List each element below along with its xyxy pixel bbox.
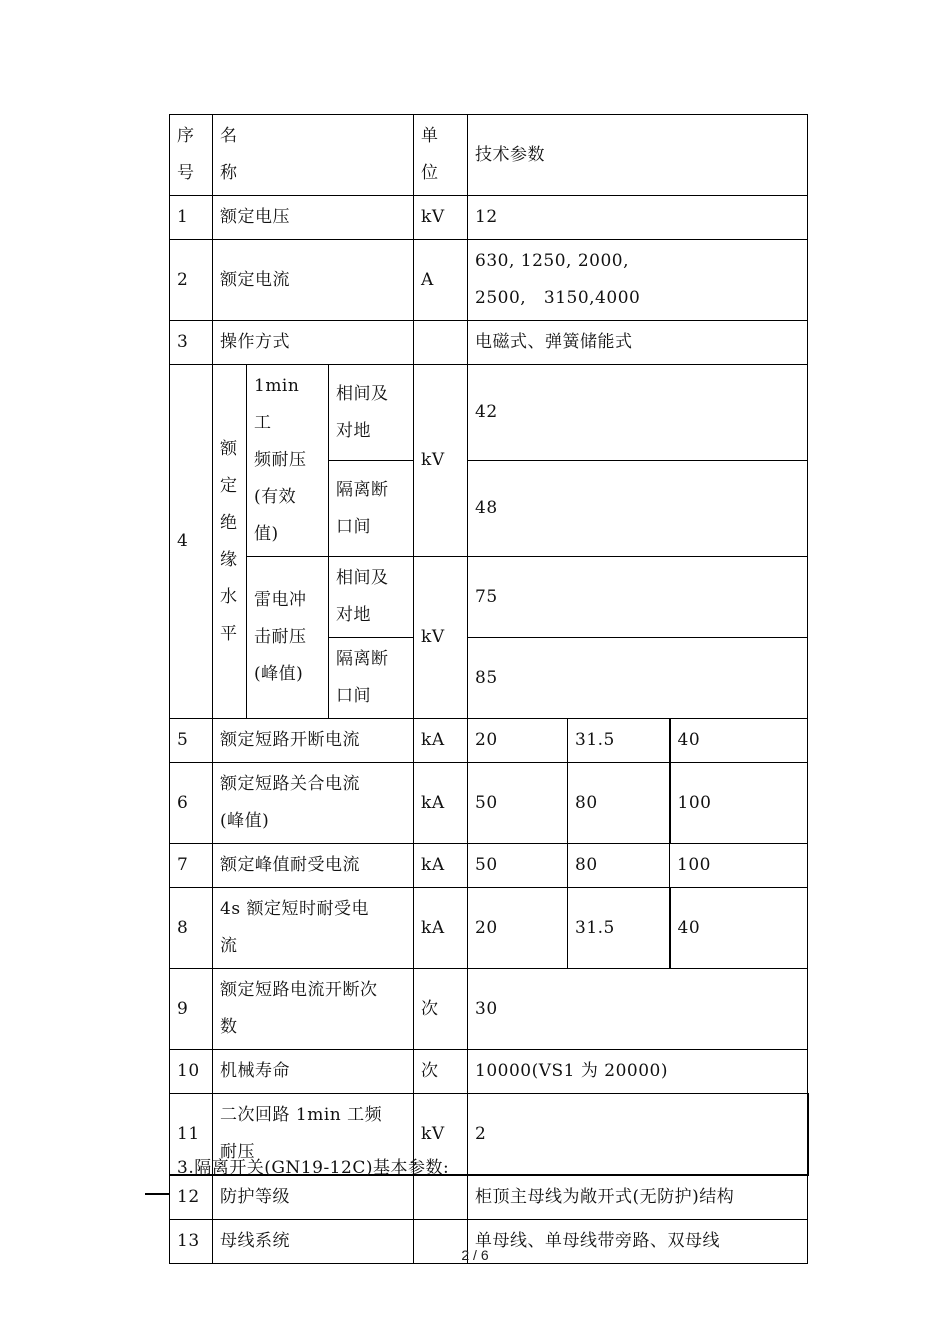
row-value-1: 20 (468, 888, 568, 969)
table-row (170, 888, 808, 969)
row-no: 13 (170, 1220, 213, 1264)
row-value: 30 (468, 969, 808, 1050)
row-value-3: 100 (670, 763, 808, 844)
row-no: 3 (170, 321, 213, 365)
row-value-3: 40 (670, 719, 808, 763)
table-row (170, 1050, 808, 1094)
row-name: 操作方式 (213, 321, 414, 365)
row-value: 2 (468, 1094, 808, 1176)
header-unit-line2: 位 (421, 163, 439, 183)
label-line: 雷电冲 (254, 590, 307, 610)
table-row (170, 557, 808, 638)
value-line-1: 630, 1250, 2000, (475, 251, 630, 271)
label-line: 1min 工 (254, 376, 300, 433)
row-name: 机械寿命 (213, 1050, 414, 1094)
row-unit (414, 321, 468, 365)
row-name (213, 888, 414, 969)
row-unit: kA (414, 763, 468, 844)
table-row (170, 844, 808, 888)
name-char: 平 (220, 623, 238, 644)
row-value: 12 (468, 196, 808, 240)
table-row (170, 719, 808, 763)
row-no: 11 (170, 1094, 213, 1176)
row-unit: A (414, 240, 468, 321)
label-line: 相间及 (336, 383, 389, 404)
name-char: 绝 (220, 512, 238, 533)
row-no: 9 (170, 969, 213, 1050)
name-char: 缘 (220, 549, 238, 570)
row-unit: kV (414, 365, 468, 557)
label-line: 频耐压 (254, 450, 307, 470)
row-value (468, 240, 808, 321)
row-value-2: 31.5 (568, 719, 670, 763)
table-row (170, 969, 808, 1050)
header-name-line2: 称 (220, 163, 238, 183)
row-value: 48 (468, 461, 808, 557)
label-line: 击耐压 (254, 627, 307, 647)
row-unit: 次 (414, 1050, 468, 1094)
row-value-2: 80 (568, 763, 670, 844)
label-line: 对地 (336, 420, 371, 441)
label-line: 相间及 (336, 568, 389, 588)
header-no-line2: 号 (177, 163, 195, 183)
sub-item-label (329, 638, 414, 719)
label-line: (有效 (254, 487, 297, 507)
row-no: 2 (170, 240, 213, 321)
sub-item-label (329, 557, 414, 638)
row-value: 电磁式、弹簧储能式 (468, 321, 808, 365)
row-unit: kV (414, 1094, 468, 1176)
row-name: 额定峰值耐受电流 (213, 844, 414, 888)
header-cell-name (213, 115, 414, 196)
row-no: 12 (170, 1175, 213, 1220)
row-unit: kA (414, 719, 468, 763)
value-line-2: 2500, 3150,4000 (475, 288, 641, 308)
label-line: 隔离断 (336, 479, 389, 500)
label-line: 值) (254, 524, 279, 544)
page-number: 2 / 6 (461, 1247, 489, 1263)
row-value: 75 (468, 557, 808, 638)
name-line: 额定短路关合电流 (220, 774, 360, 794)
row-no: 6 (170, 763, 213, 844)
row-name: 额定电流 (213, 240, 414, 321)
header-cell-param: 技术参数 (468, 115, 808, 196)
row-value-2: 31.5 (568, 888, 670, 969)
row-no: 8 (170, 888, 213, 969)
row-value: 柜顶主母线为敞开式(无防护)结构 (468, 1175, 808, 1220)
name-line: (峰值) (220, 811, 270, 831)
row-unit: kA (414, 888, 468, 969)
name-line: 额定短路电流开断次 (220, 980, 378, 1000)
sub-group-label (247, 365, 329, 557)
sub-group-label (247, 557, 329, 719)
row-value: 单母线、单母线带旁路、双母线 (468, 1220, 808, 1264)
row-value-1: 50 (468, 844, 568, 888)
row-value-3: 100 (670, 844, 808, 888)
name-line: 流 (220, 936, 238, 956)
row-value-1: 20 (468, 719, 568, 763)
row-no: 1 (170, 196, 213, 240)
header-unit-line1: 单 (421, 126, 439, 146)
label-line: 口间 (336, 516, 371, 537)
row-value: 42 (468, 365, 808, 461)
row-no: 5 (170, 719, 213, 763)
row-no: 10 (170, 1050, 213, 1094)
spec-table (169, 114, 809, 1264)
row-name: 防护等级 (213, 1175, 414, 1220)
row-name-vertical (213, 365, 247, 719)
header-cell-no (170, 115, 213, 196)
row-value-2: 80 (568, 844, 670, 888)
label-line: 对地 (336, 605, 371, 625)
row-name (213, 969, 414, 1050)
row-value-3: 40 (670, 888, 808, 969)
row-name: 额定电压 (213, 196, 414, 240)
table-row (170, 196, 808, 240)
row-unit: kA (414, 844, 468, 888)
row-value-1: 50 (468, 763, 568, 844)
header-no-line1: 序 (177, 126, 195, 146)
table-row (170, 240, 808, 321)
name-line: 耐压 (220, 1142, 255, 1162)
label-line: 口间 (336, 686, 371, 706)
footnote-rule (145, 1193, 170, 1195)
row-value: 85 (468, 638, 808, 719)
name-char: 水 (220, 586, 238, 607)
name-line: 二次回路 1min 工频 (220, 1105, 383, 1125)
row-value: 10000(VS1 为 20000) (468, 1050, 808, 1094)
table-row (170, 365, 808, 461)
row-no: 4 (170, 365, 213, 719)
row-unit: 次 (414, 969, 468, 1050)
name-char: 定 (220, 475, 238, 496)
header-name-line1: 名 (220, 126, 238, 146)
row-unit: kV (414, 196, 468, 240)
row-unit: kV (414, 557, 468, 719)
section-caption: 3.隔离开关(GN19-12C)基本参数: (177, 1158, 450, 1178)
name-line: 4s 额定短时耐受电 (220, 899, 369, 919)
table-row (170, 763, 808, 844)
sub-item-label (329, 461, 414, 557)
row-name: 母线系统 (213, 1220, 414, 1264)
name-line: 数 (220, 1017, 238, 1037)
table-header-row (170, 115, 808, 196)
table-row (170, 321, 808, 365)
row-name: 额定短路开断电流 (213, 719, 414, 763)
header-cell-unit (414, 115, 468, 196)
sub-item-label (329, 365, 414, 461)
row-name (213, 763, 414, 844)
name-char: 额 (220, 438, 238, 459)
row-no: 7 (170, 844, 213, 888)
label-line: 隔离断 (336, 649, 389, 669)
label-line: (峰值) (254, 664, 304, 684)
